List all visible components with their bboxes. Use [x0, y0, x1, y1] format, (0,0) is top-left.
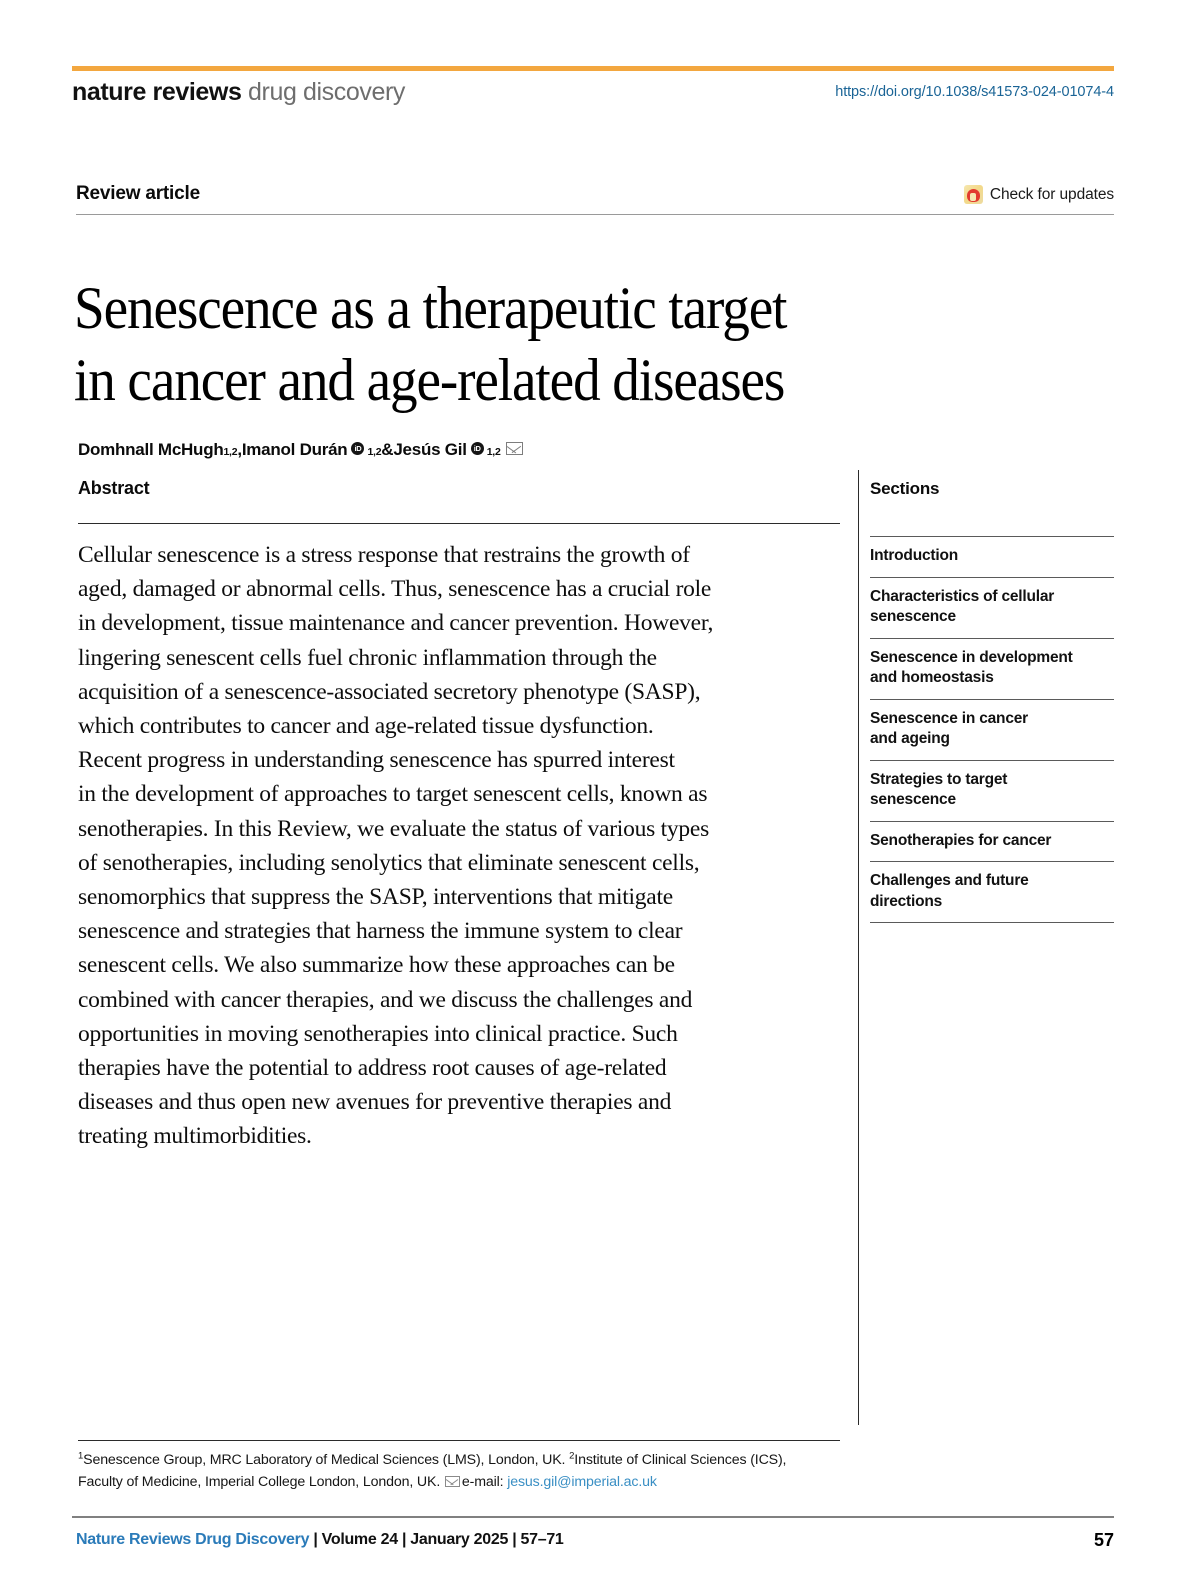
- abstract-line: lingering senescent cells fuel chronic inflammation through the: [78, 644, 657, 671]
- section-label: Strategies to target: [870, 770, 1008, 788]
- page-number: 57: [1093, 1530, 1114, 1550]
- orcid-icon[interactable]: [471, 442, 484, 455]
- sidebar-item-senescence-in-cancer-and-ageing[interactable]: [870, 699, 1114, 760]
- abstract-divider: [78, 523, 840, 524]
- abstract-line: senotherapies. In this Review, we evaluate the status of various types: [78, 815, 709, 842]
- column-divider: [858, 470, 859, 1425]
- abstract-line: opportunities in moving senotherapies into clinical practice. Such: [78, 1020, 678, 1047]
- sections-nav: [870, 536, 1114, 923]
- email-label: e-mail:: [461, 1474, 508, 1490]
- author-name-2: Imanol Durán: [241, 440, 348, 459]
- author-separator-2: &: [381, 440, 394, 459]
- abstract-line: treating multimorbidities.: [78, 1123, 312, 1150]
- affiliation-line-1: [78, 1449, 868, 1471]
- affiliation-line-2: [78, 1471, 868, 1493]
- sidebar-item-characteristics-of-cellular-senescence[interactable]: [870, 577, 1114, 638]
- section-label: and homeostasis: [870, 669, 994, 686]
- doi-link[interactable]: https://doi.org/10.1038/s41573-024-01074-4: [835, 84, 1114, 100]
- abstract-line: acquisition of a senescence-associated secretory phenotype (SASP),: [78, 678, 701, 705]
- page-title: [74, 272, 994, 416]
- affiliation-sup-2: 2: [569, 1450, 575, 1462]
- sidebar-item-senotherapies-for-cancer[interactable]: [870, 821, 1114, 862]
- section-label: senescence: [870, 791, 956, 808]
- abstract-text: [78, 538, 848, 1154]
- footer-journal-name[interactable]: Nature Reviews Drug Discovery: [76, 1531, 310, 1548]
- sections-heading: Sections: [870, 479, 940, 498]
- abstract-line: in the development of approaches to target senescent cells, known as: [78, 781, 708, 808]
- envelope-icon[interactable]: [506, 442, 523, 455]
- header-divider: [76, 214, 1114, 215]
- abstract-heading: Abstract: [78, 478, 150, 498]
- author-name-3: Jesús Gil: [393, 440, 467, 459]
- section-label: directions: [870, 892, 943, 910]
- section-label: Characteristics of cellular: [870, 587, 1055, 605]
- abstract-line: therapies have the potential to address root causes of age-related: [78, 1055, 667, 1082]
- abstract-line: of senotherapies, including senolytics that eliminate senescent cells,: [78, 849, 700, 876]
- author-list: Domhnall McHugh 1,2 , Imanol Durán iD 1,2 & Jesús Gil iD 1,2: [78, 440, 523, 460]
- section-label: and ageing: [870, 730, 950, 747]
- footer-divider: [72, 1516, 1114, 1518]
- masthead-brand-light: drug discovery: [241, 78, 406, 106]
- affiliation-text-1: Senescence Group, MRC Laboratory of Medical Sciences (LMS), London, UK.: [83, 1452, 570, 1468]
- affiliation-sup-1: 1: [78, 1450, 84, 1462]
- journal-masthead-logo: [72, 78, 405, 107]
- title-line-1: Senescence as a therapeutic target: [74, 275, 787, 342]
- abstract-line: Cellular senescence is a stress response that restrains the growth of: [78, 542, 690, 568]
- author-separator-1: ,: [237, 440, 242, 459]
- section-label: Introduction: [870, 547, 958, 564]
- crossmark-icon: [964, 185, 983, 204]
- email-link[interactable]: jesus.gil@imperial.ac.uk: [507, 1474, 657, 1490]
- article-type-label: Review article: [76, 183, 200, 204]
- check-for-updates-button[interactable]: [964, 185, 1114, 204]
- sidebar-item-challenges-and-future-directions[interactable]: [870, 861, 1114, 923]
- affiliations-block: [78, 1449, 868, 1493]
- masthead-brand-bold: nature reviews: [72, 78, 242, 106]
- check-for-updates-label: Check for updates: [989, 185, 1114, 203]
- masthead-orange-rule: [72, 66, 1114, 71]
- section-label: Senescence in cancer: [870, 709, 1028, 727]
- abstract-line: combined with cancer therapies, and we discuss the challenges and: [78, 986, 693, 1013]
- section-label: Senescence in development: [870, 648, 1073, 666]
- section-label: Senotherapies for cancer: [870, 831, 1052, 849]
- section-label: Challenges and future: [870, 872, 1029, 889]
- orcid-icon[interactable]: [351, 442, 364, 455]
- sidebar-item-senescence-in-development-and-homeostasis[interactable]: [870, 638, 1114, 699]
- footer-citation-meta: | Volume 24 | January 2025 | 57–71: [309, 1531, 564, 1548]
- affiliation-text-2: Institute of Clinical Sciences (ICS),: [574, 1452, 787, 1468]
- footer-citation: [76, 1531, 564, 1549]
- abstract-line: senescence and strategies that harness the immune system to clear: [78, 918, 683, 945]
- sidebar-item-strategies-to-target-senescence[interactable]: [870, 760, 1114, 821]
- author-name-1: Domhnall McHugh: [78, 440, 224, 459]
- envelope-icon: [445, 1476, 460, 1488]
- abstract-line: which contributes to cancer and age-related tissue dysfunction.: [78, 713, 654, 740]
- section-label: senescence: [870, 608, 956, 625]
- abstract-line: senescent cells. We also summarize how these approaches can be: [78, 952, 675, 979]
- abstract-line: diseases and thus open new avenues for preventive therapies and: [78, 1089, 672, 1116]
- title-line-2: in cancer and age-related diseases: [74, 347, 785, 414]
- abstract-line: in development, tissue maintenance and cancer prevention. However,: [78, 610, 714, 637]
- affiliations-divider: [78, 1440, 840, 1441]
- abstract-line: Recent progress in understanding senescence has spurred interest: [78, 747, 675, 774]
- abstract-line: senomorphics that suppress the SASP, interventions that mitigate: [78, 884, 673, 911]
- sidebar-item-introduction[interactable]: [870, 536, 1114, 577]
- affiliation-text-3: Faculty of Medicine, Imperial College London, London, UK.: [78, 1474, 444, 1490]
- abstract-line: aged, damaged or abnormal cells. Thus, senescence has a crucial role: [78, 576, 712, 603]
